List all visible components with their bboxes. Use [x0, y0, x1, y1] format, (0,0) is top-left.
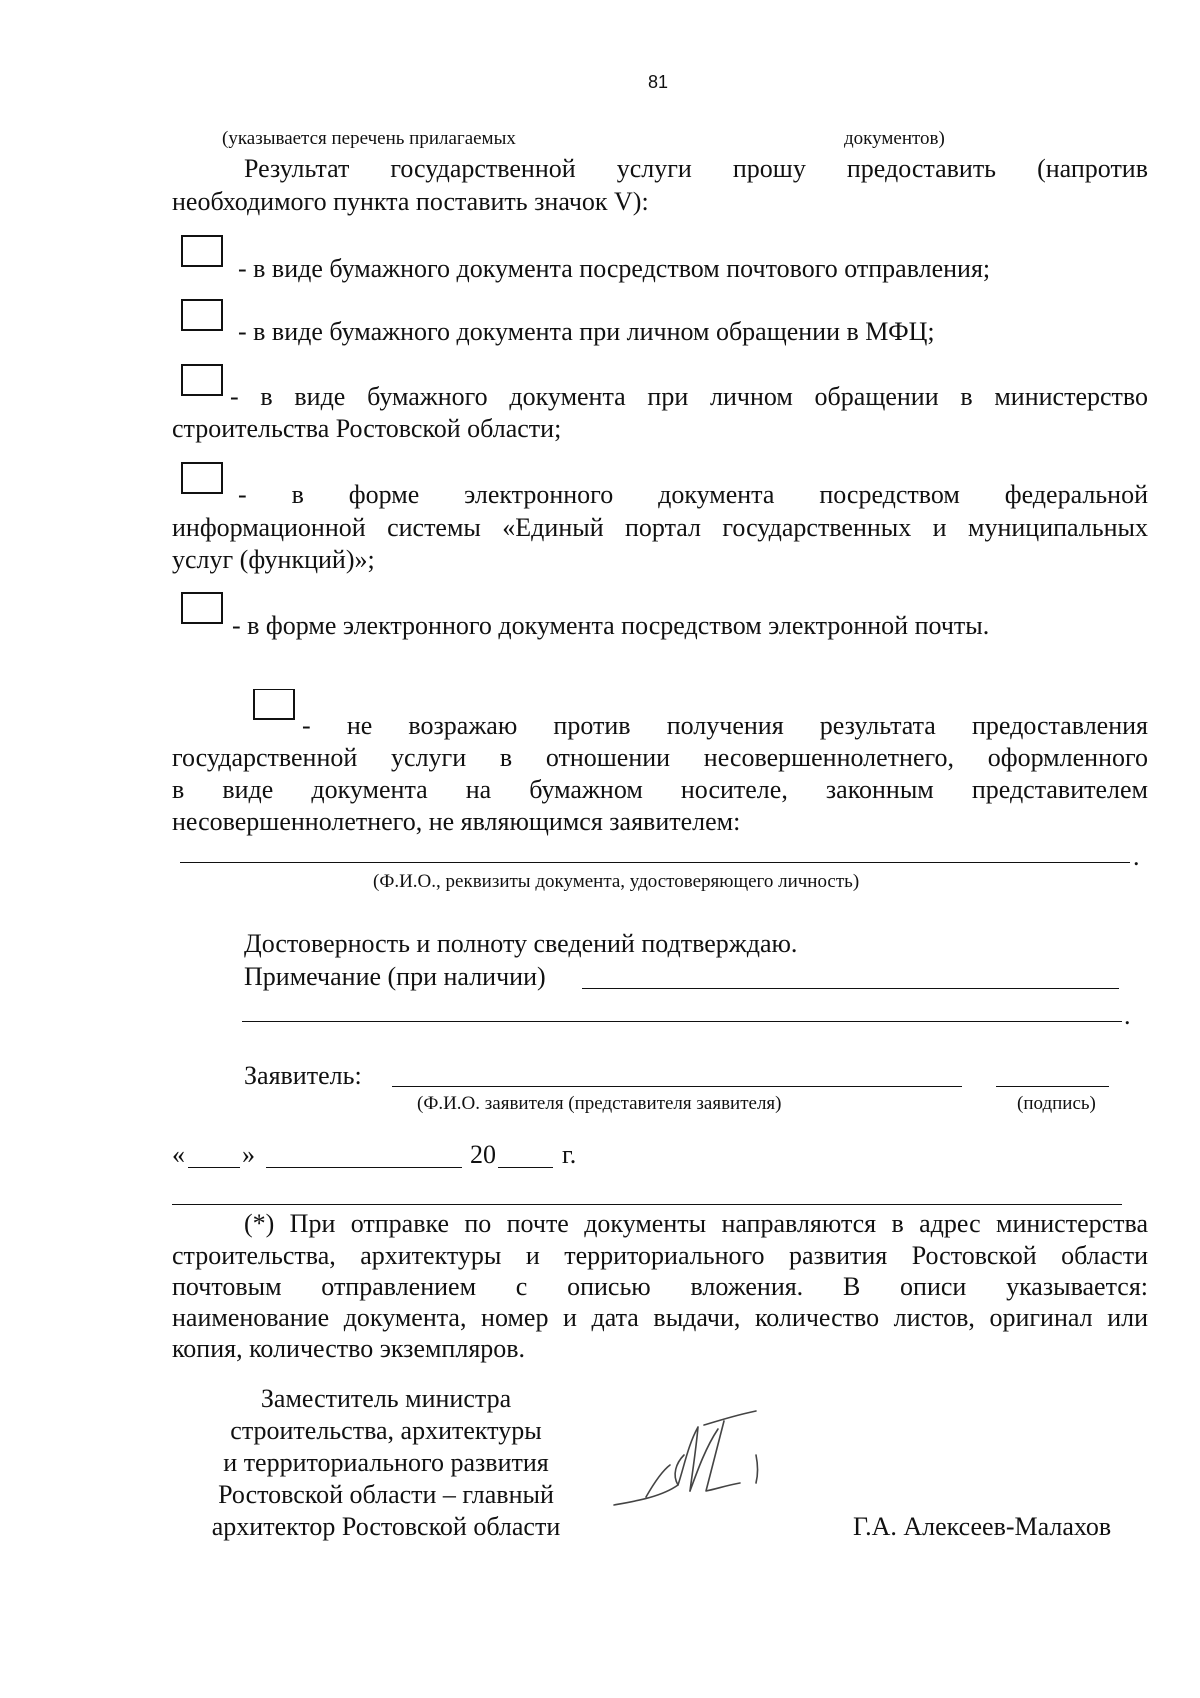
signatory-name: Г.А. Алексеев-Малахов — [853, 1512, 1112, 1541]
option-portal-text-line1: - в форме электронного документа посредством федеральной — [238, 480, 1148, 509]
consent-checkbox[interactable] — [253, 689, 295, 720]
signatory-line3: и территориального развития — [223, 1448, 549, 1477]
signatory-line4: Ростовской области – главный — [218, 1480, 554, 1509]
result-intro-line2: необходимого пункта поставить значок V): — [172, 187, 649, 216]
option-email-text: - в форме электронного документа посредством электронной почты. — [232, 611, 990, 640]
option-checkbox-email[interactable] — [181, 592, 223, 624]
date-month-line[interactable] — [266, 1167, 462, 1168]
footnote-line2: строительства, архитектуры и территориального развития Ростовской области — [172, 1241, 1148, 1270]
date-day-line[interactable] — [188, 1167, 240, 1168]
option-postal-text: - в виде бумажного документа посредством почтового отправления; — [238, 254, 991, 283]
footnote-line1: (*) При отправке по почте документы направляются в адрес министерства — [244, 1209, 1148, 1238]
applicant-caption: (Ф.И.О. заявителя (представителя заявителя) — [417, 1093, 782, 1114]
signatory-line1: Заместитель министра — [260, 1384, 512, 1413]
date-year-suffix: г. — [562, 1140, 577, 1169]
date-open-quote: « — [172, 1140, 185, 1169]
note-fill-line-2[interactable] — [242, 1021, 1122, 1022]
applicant-name-line[interactable] — [392, 1086, 962, 1087]
footnote-line3: почтовым отправлением с описью вложения. В описи указывается: — [172, 1272, 1148, 1301]
consent-text-line2: государственной услуги в отношении несовершеннолетнего, оформленного — [172, 743, 1148, 772]
confirm-text: Достоверность и полноту сведений подтверждаю. — [244, 929, 798, 958]
footnote-separator — [172, 1204, 1122, 1205]
footnote-line5: копия, количество экземпляров. — [172, 1334, 526, 1363]
page-number: 81 — [648, 72, 669, 92]
attached-hint-right: документов) — [844, 128, 945, 149]
option-checkbox-postal[interactable] — [181, 235, 223, 267]
footnote-line4: наименование документа, номер и дата выдачи, количество листов, оригинал или — [172, 1303, 1148, 1332]
applicant-label: Заявитель: — [244, 1061, 362, 1090]
signature-caption: (подпись) — [1017, 1093, 1096, 1114]
consent-text-line1: - не возражаю против получения результата предоставления — [302, 711, 1148, 740]
option-checkbox-ministry[interactable] — [181, 364, 223, 396]
signatory-line5: архитектор Ростовской области — [211, 1512, 561, 1541]
signatory-line2: строительства, архитектуры — [230, 1416, 542, 1445]
option-checkbox-portal[interactable] — [181, 462, 223, 494]
consent-caption: (Ф.И.О., реквизиты документа, удостоверяющего личность) — [373, 871, 860, 892]
consent-end-mark: . — [1133, 842, 1140, 871]
option-ministry-text-line2: строительства Ростовской области; — [172, 414, 562, 443]
consent-fill-line[interactable] — [180, 862, 1130, 863]
option-checkbox-mfc[interactable] — [181, 299, 223, 331]
attached-hint-left: (указывается перечень прилагаемых — [222, 128, 516, 149]
note-label: Примечание (при наличии) — [244, 962, 546, 991]
date-year-line[interactable] — [498, 1167, 553, 1168]
note-fill-line-1[interactable] — [582, 988, 1119, 989]
date-close-quote: » — [242, 1140, 255, 1169]
handwritten-signature — [606, 1405, 776, 1515]
option-portal-text-line2: информационной системы «Единый портал государственных и муниципальных — [172, 513, 1148, 542]
option-portal-text-line3: услуг (функций)»; — [172, 545, 375, 574]
option-mfc-text: - в виде бумажного документа при личном обращении в МФЦ; — [238, 317, 935, 346]
consent-text-line4: несовершеннолетнего, не являющимся заявителем: — [172, 807, 741, 836]
option-ministry-text-line1: - в виде бумажного документа при личном обращении в министерство — [230, 382, 1148, 411]
consent-text-line3: в виде документа на бумажном носителе, законным представителем — [172, 775, 1148, 804]
date-year-prefix: 20 — [470, 1140, 496, 1169]
note-end-mark: . — [1124, 1001, 1131, 1030]
result-intro-line1: Результат государственной услуги прошу предоставить (напротив — [244, 154, 1148, 183]
applicant-signature-line[interactable] — [996, 1086, 1109, 1087]
